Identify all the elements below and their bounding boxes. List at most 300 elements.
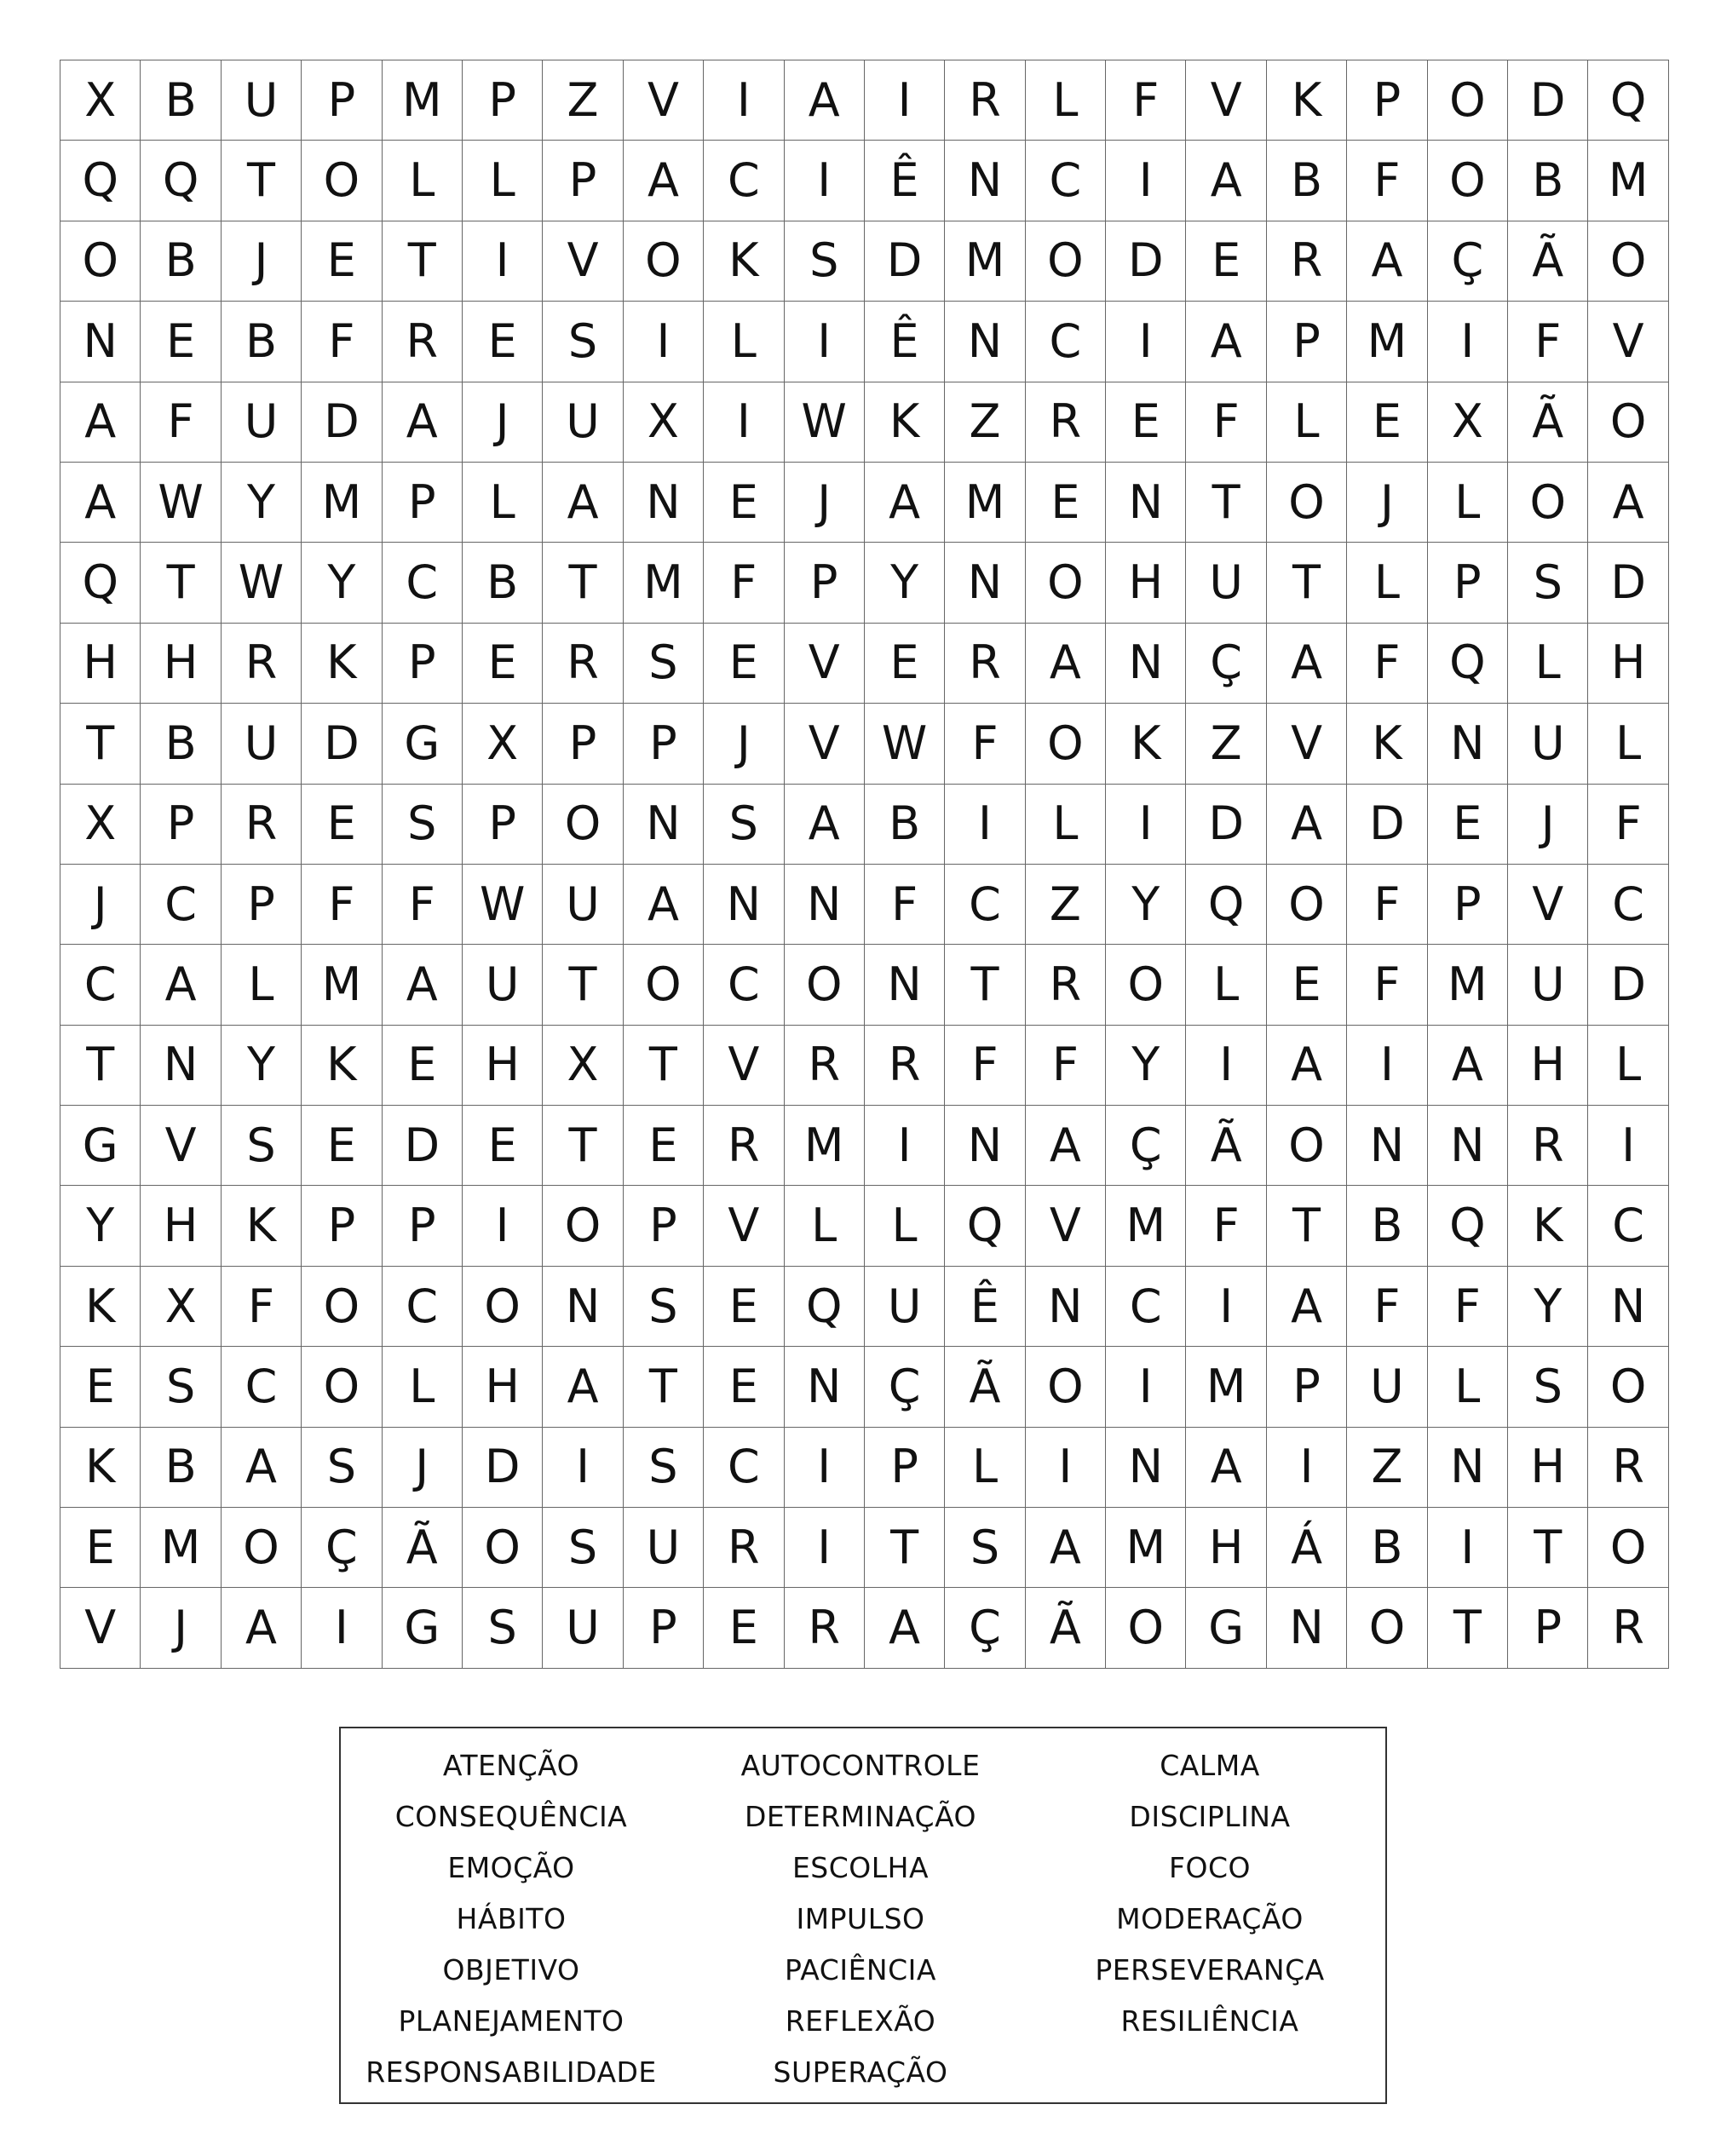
grid-cell[interactable]: P xyxy=(865,1428,945,1508)
grid-cell[interactable]: I xyxy=(785,302,865,382)
grid-cell[interactable]: E xyxy=(624,1106,704,1186)
grid-cell[interactable]: F xyxy=(1347,1267,1427,1347)
grid-cell[interactable]: R xyxy=(945,60,1025,141)
grid-cell[interactable]: N xyxy=(865,945,945,1025)
grid-cell[interactable]: Ç xyxy=(302,1508,382,1588)
grid-cell[interactable]: F xyxy=(141,382,221,463)
grid-cell[interactable]: D xyxy=(1588,945,1668,1025)
grid-cell[interactable]: E xyxy=(302,1106,382,1186)
grid-cell[interactable]: P xyxy=(383,1186,463,1266)
grid-cell[interactable]: S xyxy=(383,785,463,865)
grid-cell[interactable]: N xyxy=(1106,624,1186,704)
grid-cell[interactable]: M xyxy=(1106,1508,1186,1588)
grid-cell[interactable]: A xyxy=(1186,302,1266,382)
grid-cell[interactable]: A xyxy=(383,945,463,1025)
grid-cell[interactable]: O xyxy=(543,1186,623,1266)
grid-cell[interactable]: Z xyxy=(1026,865,1106,945)
grid-cell[interactable]: C xyxy=(1026,141,1106,221)
grid-cell[interactable]: L xyxy=(1508,624,1588,704)
grid-cell[interactable]: P xyxy=(222,865,302,945)
grid-cell[interactable]: W xyxy=(865,704,945,784)
grid-cell[interactable]: Y xyxy=(222,1026,302,1106)
grid-cell[interactable]: I xyxy=(865,60,945,141)
grid-cell[interactable]: H xyxy=(1106,543,1186,623)
grid-cell[interactable]: D xyxy=(383,1106,463,1186)
grid-cell[interactable]: K xyxy=(1267,60,1347,141)
grid-cell[interactable]: B xyxy=(1267,141,1347,221)
grid-cell[interactable]: C xyxy=(383,543,463,623)
grid-cell[interactable]: Y xyxy=(1106,865,1186,945)
grid-cell[interactable]: M xyxy=(302,463,382,543)
grid-cell[interactable]: O xyxy=(302,1267,382,1347)
grid-cell[interactable]: R xyxy=(785,1588,865,1668)
grid-cell[interactable]: I xyxy=(785,141,865,221)
grid-cell[interactable]: V xyxy=(60,1588,141,1668)
grid-cell[interactable]: P xyxy=(624,1186,704,1266)
grid-cell[interactable]: Ê xyxy=(865,302,945,382)
grid-cell[interactable]: Ã xyxy=(383,1508,463,1588)
grid-cell[interactable]: X xyxy=(543,1026,623,1106)
grid-cell[interactable]: R xyxy=(1588,1428,1668,1508)
grid-cell[interactable]: L xyxy=(222,945,302,1025)
grid-cell[interactable]: A xyxy=(1186,141,1266,221)
grid-cell[interactable]: B xyxy=(463,543,543,623)
grid-cell[interactable]: K xyxy=(1106,704,1186,784)
grid-cell[interactable]: R xyxy=(1588,1588,1668,1668)
grid-cell[interactable]: H xyxy=(141,1186,221,1266)
grid-cell[interactable]: P xyxy=(302,60,382,141)
grid-cell[interactable]: L xyxy=(865,1186,945,1266)
grid-cell[interactable]: C xyxy=(1588,865,1668,945)
grid-cell[interactable]: Y xyxy=(865,543,945,623)
grid-cell[interactable]: Q xyxy=(60,141,141,221)
grid-cell[interactable]: D xyxy=(1588,543,1668,623)
grid-cell[interactable]: N xyxy=(543,1267,623,1347)
grid-cell[interactable]: P xyxy=(1267,1347,1347,1427)
grid-cell[interactable]: K xyxy=(704,221,784,302)
grid-cell[interactable]: O xyxy=(1508,463,1588,543)
grid-cell[interactable]: S xyxy=(624,624,704,704)
grid-cell[interactable]: S xyxy=(463,1588,543,1668)
grid-cell[interactable]: U xyxy=(1508,945,1588,1025)
grid-cell[interactable]: P xyxy=(1428,865,1508,945)
grid-cell[interactable]: S xyxy=(543,1508,623,1588)
grid-cell[interactable]: T xyxy=(60,1026,141,1106)
grid-cell[interactable]: O xyxy=(1026,221,1106,302)
grid-cell[interactable]: U xyxy=(1186,543,1266,623)
grid-cell[interactable]: P xyxy=(1267,302,1347,382)
grid-cell[interactable]: V xyxy=(785,704,865,784)
grid-cell[interactable]: H xyxy=(60,624,141,704)
grid-cell[interactable]: L xyxy=(1428,463,1508,543)
grid-cell[interactable]: J xyxy=(383,1428,463,1508)
grid-cell[interactable]: P xyxy=(383,624,463,704)
grid-cell[interactable]: N xyxy=(60,302,141,382)
grid-cell[interactable]: Ã xyxy=(1508,221,1588,302)
grid-cell[interactable]: N xyxy=(945,1106,1025,1186)
grid-cell[interactable]: H xyxy=(141,624,221,704)
grid-cell[interactable]: D xyxy=(865,221,945,302)
grid-cell[interactable]: I xyxy=(543,1428,623,1508)
grid-cell[interactable]: F xyxy=(1026,1026,1106,1106)
grid-cell[interactable]: I xyxy=(945,785,1025,865)
grid-cell[interactable]: X xyxy=(1428,382,1508,463)
grid-cell[interactable]: O xyxy=(1106,1588,1186,1668)
grid-cell[interactable]: A xyxy=(1186,1428,1266,1508)
grid-cell[interactable]: E xyxy=(141,302,221,382)
grid-cell[interactable]: T xyxy=(383,221,463,302)
grid-cell[interactable]: Ç xyxy=(945,1588,1025,1668)
grid-cell[interactable]: I xyxy=(785,1508,865,1588)
grid-cell[interactable]: E xyxy=(60,1347,141,1427)
grid-cell[interactable]: M xyxy=(1588,141,1668,221)
grid-cell[interactable]: O xyxy=(1428,141,1508,221)
grid-cell[interactable]: P xyxy=(543,141,623,221)
grid-cell[interactable]: J xyxy=(141,1588,221,1668)
grid-cell[interactable]: J xyxy=(704,704,784,784)
grid-cell[interactable]: Q xyxy=(785,1267,865,1347)
grid-cell[interactable]: I xyxy=(865,1106,945,1186)
grid-cell[interactable]: W xyxy=(222,543,302,623)
grid-cell[interactable]: V xyxy=(624,60,704,141)
grid-cell[interactable]: U xyxy=(463,945,543,1025)
grid-cell[interactable]: P xyxy=(543,704,623,784)
grid-cell[interactable]: L xyxy=(785,1186,865,1266)
grid-cell[interactable]: S xyxy=(704,785,784,865)
grid-cell[interactable]: O xyxy=(302,141,382,221)
grid-cell[interactable]: G xyxy=(1186,1588,1266,1668)
grid-cell[interactable]: K xyxy=(865,382,945,463)
grid-cell[interactable]: N xyxy=(785,865,865,945)
grid-cell[interactable]: U xyxy=(543,382,623,463)
grid-cell[interactable]: O xyxy=(1026,704,1106,784)
grid-cell[interactable]: N xyxy=(1026,1267,1106,1347)
grid-cell[interactable]: J xyxy=(1508,785,1588,865)
grid-cell[interactable]: F xyxy=(1588,785,1668,865)
grid-cell[interactable]: N xyxy=(1106,463,1186,543)
grid-cell[interactable]: T xyxy=(222,141,302,221)
grid-cell[interactable]: E xyxy=(704,624,784,704)
grid-cell[interactable]: F xyxy=(302,302,382,382)
grid-cell[interactable]: N xyxy=(1347,1106,1427,1186)
grid-cell[interactable]: I xyxy=(624,302,704,382)
grid-cell[interactable]: F xyxy=(1186,382,1266,463)
grid-cell[interactable]: I xyxy=(1106,785,1186,865)
grid-cell[interactable]: T xyxy=(1428,1588,1508,1668)
grid-cell[interactable]: P xyxy=(624,1588,704,1668)
grid-cell[interactable]: L xyxy=(463,141,543,221)
grid-cell[interactable]: N xyxy=(1428,1106,1508,1186)
grid-cell[interactable]: N xyxy=(1267,1588,1347,1668)
grid-cell[interactable]: M xyxy=(624,543,704,623)
grid-cell[interactable]: L xyxy=(1588,1026,1668,1106)
grid-cell[interactable]: Z xyxy=(1347,1428,1427,1508)
grid-cell[interactable]: P xyxy=(383,463,463,543)
grid-cell[interactable]: U xyxy=(543,865,623,945)
grid-cell[interactable]: C xyxy=(1026,302,1106,382)
grid-cell[interactable]: O xyxy=(1267,865,1347,945)
grid-cell[interactable]: E xyxy=(704,1588,784,1668)
grid-cell[interactable]: Ç xyxy=(1186,624,1266,704)
grid-cell[interactable]: F xyxy=(1106,60,1186,141)
grid-cell[interactable]: K xyxy=(1508,1186,1588,1266)
grid-cell[interactable]: M xyxy=(1106,1186,1186,1266)
grid-cell[interactable]: H xyxy=(1508,1026,1588,1106)
grid-cell[interactable]: Z xyxy=(945,382,1025,463)
grid-cell[interactable]: K xyxy=(222,1186,302,1266)
grid-cell[interactable]: E xyxy=(704,1267,784,1347)
grid-cell[interactable]: A xyxy=(1588,463,1668,543)
grid-cell[interactable]: D xyxy=(302,704,382,784)
grid-cell[interactable]: K xyxy=(302,624,382,704)
grid-cell[interactable]: I xyxy=(302,1588,382,1668)
grid-cell[interactable]: T xyxy=(624,1347,704,1427)
grid-cell[interactable]: O xyxy=(1588,1508,1668,1588)
grid-cell[interactable]: O xyxy=(1588,382,1668,463)
grid-cell[interactable]: T xyxy=(1186,463,1266,543)
grid-cell[interactable]: C xyxy=(704,141,784,221)
grid-cell[interactable]: A xyxy=(60,382,141,463)
grid-cell[interactable]: H xyxy=(463,1026,543,1106)
grid-cell[interactable]: V xyxy=(543,221,623,302)
grid-cell[interactable]: O xyxy=(1347,1588,1427,1668)
grid-cell[interactable]: E xyxy=(1106,382,1186,463)
grid-cell[interactable]: V xyxy=(704,1186,784,1266)
grid-cell[interactable]: G xyxy=(383,704,463,784)
grid-cell[interactable]: X xyxy=(60,60,141,141)
grid-cell[interactable]: Ç xyxy=(865,1347,945,1427)
grid-cell[interactable]: S xyxy=(543,302,623,382)
grid-cell[interactable]: T xyxy=(543,1106,623,1186)
grid-cell[interactable]: B xyxy=(865,785,945,865)
grid-cell[interactable]: E xyxy=(463,302,543,382)
grid-cell[interactable]: O xyxy=(1267,1106,1347,1186)
grid-cell[interactable]: K xyxy=(60,1267,141,1347)
grid-cell[interactable]: Ã xyxy=(945,1347,1025,1427)
grid-cell[interactable]: N xyxy=(945,302,1025,382)
grid-cell[interactable]: U xyxy=(222,382,302,463)
grid-cell[interactable]: S xyxy=(141,1347,221,1427)
grid-cell[interactable]: E xyxy=(1347,382,1427,463)
grid-cell[interactable]: N xyxy=(1428,704,1508,784)
grid-cell[interactable]: E xyxy=(60,1508,141,1588)
grid-cell[interactable]: Q xyxy=(1428,1186,1508,1266)
grid-cell[interactable]: P xyxy=(141,785,221,865)
grid-cell[interactable]: Ã xyxy=(1186,1106,1266,1186)
grid-cell[interactable]: F xyxy=(1508,302,1588,382)
grid-cell[interactable]: K xyxy=(60,1428,141,1508)
grid-cell[interactable]: R xyxy=(704,1508,784,1588)
grid-cell[interactable]: R xyxy=(1267,221,1347,302)
grid-cell[interactable]: T xyxy=(945,945,1025,1025)
grid-cell[interactable]: C xyxy=(141,865,221,945)
grid-cell[interactable]: A xyxy=(1267,785,1347,865)
grid-cell[interactable]: C xyxy=(383,1267,463,1347)
grid-cell[interactable]: F xyxy=(302,865,382,945)
grid-cell[interactable]: Ã xyxy=(1026,1588,1106,1668)
grid-cell[interactable]: A xyxy=(383,382,463,463)
grid-cell[interactable]: I xyxy=(1267,1428,1347,1508)
grid-cell[interactable]: E xyxy=(865,624,945,704)
grid-cell[interactable]: I xyxy=(1026,1428,1106,1508)
grid-cell[interactable]: A xyxy=(1347,221,1427,302)
grid-cell[interactable]: I xyxy=(463,221,543,302)
grid-cell[interactable]: A xyxy=(141,945,221,1025)
grid-cell[interactable]: R xyxy=(865,1026,945,1106)
grid-cell[interactable]: M xyxy=(141,1508,221,1588)
grid-cell[interactable]: A xyxy=(1267,1026,1347,1106)
grid-cell[interactable]: T xyxy=(1267,543,1347,623)
grid-cell[interactable]: Ç xyxy=(1106,1106,1186,1186)
grid-cell[interactable]: B xyxy=(222,302,302,382)
grid-cell[interactable]: A xyxy=(865,1588,945,1668)
grid-cell[interactable]: U xyxy=(222,704,302,784)
grid-cell[interactable]: N xyxy=(1428,1428,1508,1508)
grid-cell[interactable]: R xyxy=(1508,1106,1588,1186)
grid-cell[interactable]: U xyxy=(865,1267,945,1347)
grid-cell[interactable]: H xyxy=(1588,624,1668,704)
grid-cell[interactable]: V xyxy=(785,624,865,704)
grid-cell[interactable]: Ê xyxy=(865,141,945,221)
grid-cell[interactable]: U xyxy=(222,60,302,141)
grid-cell[interactable]: F xyxy=(222,1267,302,1347)
grid-cell[interactable]: C xyxy=(1588,1186,1668,1266)
grid-cell[interactable]: S xyxy=(945,1508,1025,1588)
grid-cell[interactable]: J xyxy=(463,382,543,463)
grid-cell[interactable]: K xyxy=(302,1026,382,1106)
grid-cell[interactable]: H xyxy=(1508,1428,1588,1508)
grid-cell[interactable]: A xyxy=(1026,1508,1106,1588)
grid-cell[interactable]: D xyxy=(1508,60,1588,141)
grid-cell[interactable]: S xyxy=(624,1267,704,1347)
grid-cell[interactable]: N xyxy=(624,785,704,865)
grid-cell[interactable]: Q xyxy=(60,543,141,623)
grid-cell[interactable]: N xyxy=(141,1026,221,1106)
grid-cell[interactable]: E xyxy=(704,463,784,543)
grid-cell[interactable]: R xyxy=(945,624,1025,704)
grid-cell[interactable]: F xyxy=(945,704,1025,784)
grid-cell[interactable]: F xyxy=(1428,1267,1508,1347)
grid-cell[interactable]: C xyxy=(704,945,784,1025)
grid-cell[interactable]: Q xyxy=(141,141,221,221)
grid-cell[interactable]: N xyxy=(945,543,1025,623)
grid-cell[interactable]: N xyxy=(1588,1267,1668,1347)
grid-cell[interactable]: L xyxy=(383,1347,463,1427)
grid-cell[interactable]: L xyxy=(1186,945,1266,1025)
grid-cell[interactable]: V xyxy=(1508,865,1588,945)
grid-cell[interactable]: Q xyxy=(1588,60,1668,141)
grid-cell[interactable]: C xyxy=(945,865,1025,945)
grid-cell[interactable]: Z xyxy=(1186,704,1266,784)
grid-cell[interactable]: U xyxy=(624,1508,704,1588)
grid-cell[interactable]: L xyxy=(704,302,784,382)
grid-cell[interactable]: B xyxy=(141,221,221,302)
grid-cell[interactable]: L xyxy=(1588,704,1668,784)
grid-cell[interactable]: I xyxy=(1106,302,1186,382)
grid-cell[interactable]: F xyxy=(1347,865,1427,945)
grid-cell[interactable]: A xyxy=(785,785,865,865)
grid-cell[interactable]: I xyxy=(1588,1106,1668,1186)
grid-cell[interactable]: F xyxy=(1347,945,1427,1025)
grid-cell[interactable]: S xyxy=(785,221,865,302)
grid-cell[interactable]: V xyxy=(1588,302,1668,382)
grid-cell[interactable]: N xyxy=(624,463,704,543)
grid-cell[interactable]: L xyxy=(1428,1347,1508,1427)
grid-cell[interactable]: F xyxy=(1347,624,1427,704)
grid-cell[interactable]: O xyxy=(1267,463,1347,543)
grid-cell[interactable]: W xyxy=(141,463,221,543)
grid-cell[interactable]: O xyxy=(222,1508,302,1588)
grid-cell[interactable]: O xyxy=(624,221,704,302)
grid-cell[interactable]: T xyxy=(1267,1186,1347,1266)
grid-cell[interactable]: A xyxy=(222,1588,302,1668)
grid-cell[interactable]: J xyxy=(1347,463,1427,543)
grid-cell[interactable]: M xyxy=(302,945,382,1025)
grid-cell[interactable]: H xyxy=(1186,1508,1266,1588)
grid-cell[interactable]: Y xyxy=(1106,1026,1186,1106)
grid-cell[interactable]: O xyxy=(1588,221,1668,302)
grid-cell[interactable]: B xyxy=(1347,1186,1427,1266)
grid-cell[interactable]: L xyxy=(1267,382,1347,463)
grid-cell[interactable]: X xyxy=(141,1267,221,1347)
grid-cell[interactable]: F xyxy=(704,543,784,623)
grid-cell[interactable]: J xyxy=(60,865,141,945)
grid-cell[interactable]: N xyxy=(785,1347,865,1427)
grid-cell[interactable]: E xyxy=(1026,463,1106,543)
grid-cell[interactable]: I xyxy=(1106,141,1186,221)
grid-cell[interactable]: B xyxy=(141,60,221,141)
grid-cell[interactable]: R xyxy=(1026,945,1106,1025)
grid-cell[interactable]: G xyxy=(60,1106,141,1186)
grid-cell[interactable]: I xyxy=(1186,1267,1266,1347)
grid-cell[interactable]: T xyxy=(543,945,623,1025)
grid-cell[interactable]: A xyxy=(624,865,704,945)
grid-cell[interactable]: C xyxy=(60,945,141,1025)
grid-cell[interactable]: I xyxy=(785,1428,865,1508)
grid-cell[interactable]: X xyxy=(624,382,704,463)
grid-cell[interactable]: M xyxy=(945,463,1025,543)
grid-cell[interactable]: A xyxy=(1026,1106,1106,1186)
grid-cell[interactable]: Q xyxy=(1428,624,1508,704)
grid-cell[interactable]: S xyxy=(1508,1347,1588,1427)
grid-cell[interactable]: V xyxy=(1267,704,1347,784)
grid-cell[interactable]: S xyxy=(624,1428,704,1508)
grid-cell[interactable]: X xyxy=(463,704,543,784)
grid-cell[interactable]: F xyxy=(865,865,945,945)
grid-cell[interactable]: O xyxy=(785,945,865,1025)
grid-cell[interactable]: Ç xyxy=(1428,221,1508,302)
grid-cell[interactable]: I xyxy=(704,382,784,463)
grid-cell[interactable]: M xyxy=(1347,302,1427,382)
grid-cell[interactable]: P xyxy=(302,1186,382,1266)
grid-cell[interactable]: V xyxy=(1026,1186,1106,1266)
grid-cell[interactable]: L xyxy=(383,141,463,221)
grid-cell[interactable]: O xyxy=(463,1267,543,1347)
grid-cell[interactable]: Y xyxy=(222,463,302,543)
grid-cell[interactable]: A xyxy=(222,1428,302,1508)
grid-cell[interactable]: U xyxy=(1508,704,1588,784)
grid-cell[interactable]: A xyxy=(785,60,865,141)
grid-cell[interactable]: O xyxy=(1026,1347,1106,1427)
grid-cell[interactable]: L xyxy=(945,1428,1025,1508)
grid-cell[interactable]: A xyxy=(1428,1026,1508,1106)
grid-cell[interactable]: R xyxy=(1026,382,1106,463)
grid-cell[interactable]: S xyxy=(222,1106,302,1186)
grid-cell[interactable]: A xyxy=(543,463,623,543)
grid-cell[interactable]: M xyxy=(383,60,463,141)
grid-cell[interactable]: T xyxy=(1508,1508,1588,1588)
grid-cell[interactable]: W xyxy=(785,382,865,463)
